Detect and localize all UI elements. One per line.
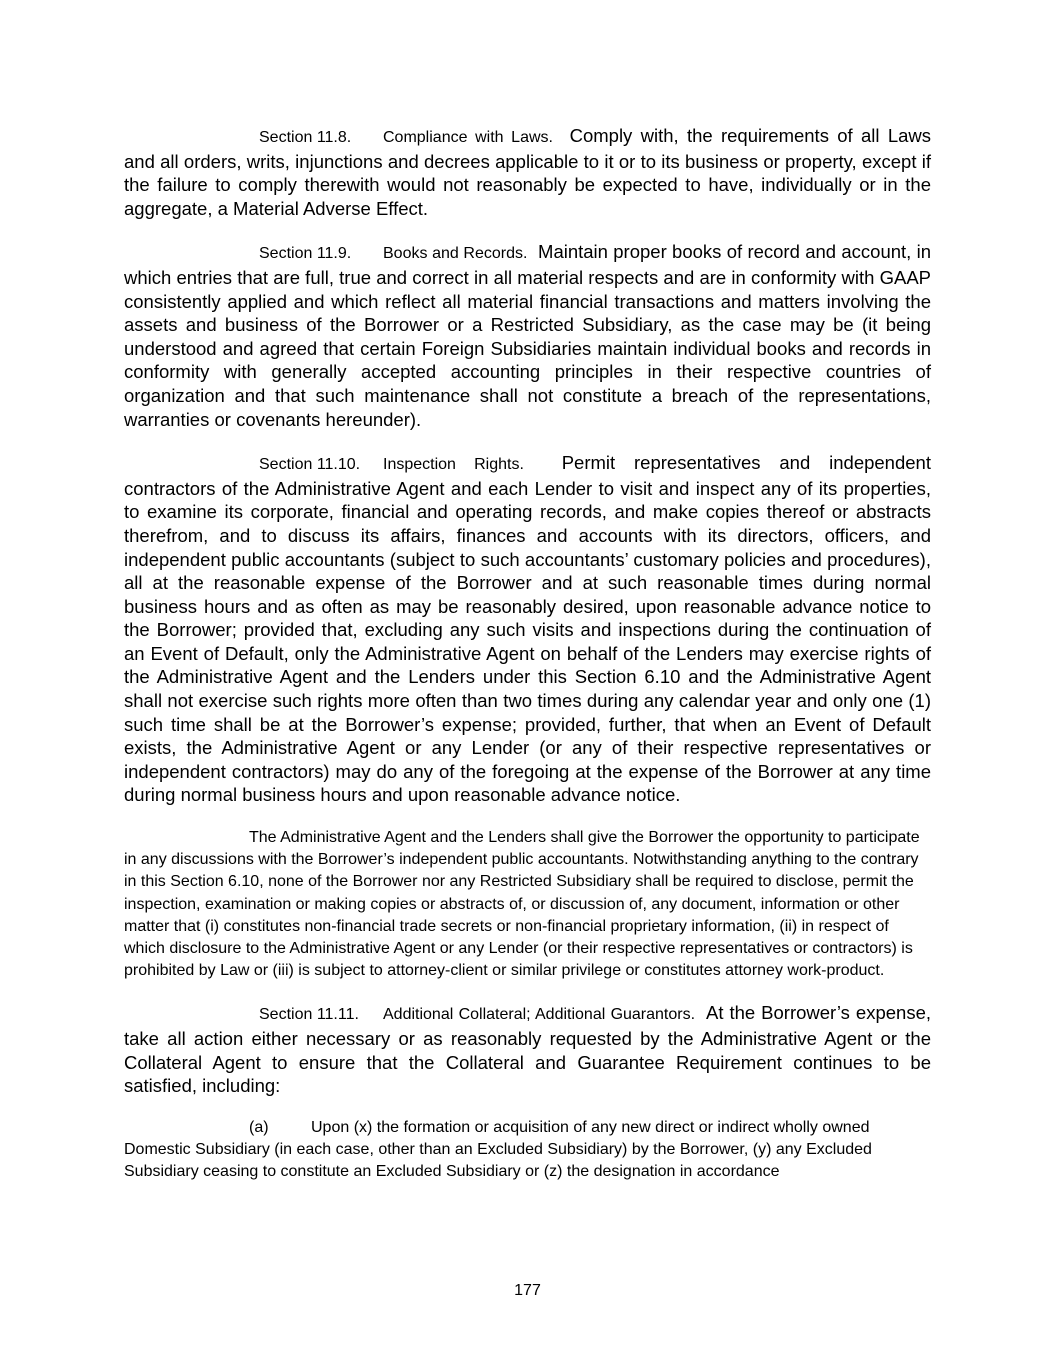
section-11-9 xyxy=(124,240,931,431)
subclause-label: (a) xyxy=(249,1118,269,1136)
section-title: Books and Records. xyxy=(383,245,528,263)
section-body: Permit representatives and independent contractors of the Administrative Agent and each Lender to visit and inspect any of its properties, to examine its corporate, financial and operating records, and make copies thereof or abstracts therefrom, and to discuss its affairs, finances and accounts with its directors, officers, and independent public accountants (subject to such accountants’ customary policies and procedures), all at the reasonable expense of the Borrower and at such reasonable times during normal business hours and as often as may be reasonably desired, upon reasonable advance notice to the Borrower; provided that, excluding any such visits and inspections during the continuation of an Event of Default, only the Administrative Agent on behalf of the Lenders may exercise rights of the Administrative Agent and the Lenders under this Section 6.10 and the Administrative Agent shall not exercise such rights more often than two times during any calendar year and only one (1) such time shall be at the Borrower’s expense; provided, further, that when an Event of Default exists, the Administrative Agent or any Lender (or any of their respective representatives or independent contractors) may do any of the foregoing at the expense of the Borrower at any time during normal business hours and upon reasonable advance notice. xyxy=(124,452,931,806)
section-body: Maintain proper books of record and account, in which entries that are full, true and correct in all material respects and are in conformity with GAAP consistently applied and which reflect all material financial transactions and matters involving the assets and business of the Borrower or a Restricted Subsidiary, as the case may be (it being understood and agreed that certain Foreign Subsidiaries maintain individual books and records in conformity with generally accepted accounting principles in their respective countries of organization and that such maintenance shall not constitute a breach of the representations, warranties or covenants hereunder). xyxy=(124,241,931,430)
section-11-8 xyxy=(124,124,931,220)
section-number: Section 11.9. xyxy=(259,245,352,263)
section-title: Compliance with Laws. xyxy=(383,129,553,146)
section-number: Section 11.8. xyxy=(259,129,352,146)
section-number: Section 11.10. xyxy=(259,456,361,474)
document-page xyxy=(124,124,931,1183)
section-title: Additional Collateral; Additional Guarantors. xyxy=(383,1006,696,1024)
section-11-11 xyxy=(124,1001,931,1097)
section-body: At the Borrower’s expense, take all action either necessary or as reasonably requested by the Administrative Agent or the Collateral Agent to ensure that the Collateral and Guarantee Requirement continues to be satisfied, including: xyxy=(124,1002,931,1097)
inspection-paragraph xyxy=(124,827,931,982)
subclause-text: Upon (x) the formation or acquisition of any new direct or indirect wholly owned Domestic Subsidiary (in each case, other than an Excluded Subsidiary) by the Borrower, (y) any Excluded Subsidiary ceasing to constitute an Excluded Subsidiary or (z) the designation in accordance xyxy=(124,1118,872,1181)
paragraph-text: The Administrative Agent and the Lenders shall give the Borrower the opportunity to participate in any discussions with the Borrower’s independent public accountants. Notwithstanding anything to the contrary in this Section 6.10, none of the Borrower nor any Restricted Subsidiary shall be required to disclose, permit the inspection, examination or making copies or abstracts of, or discussion of, any document, information or other matter that (i) constitutes non-financial trade secrets or non-financial proprietary information, (ii) in respect of which disclosure to the Administrative Agent or any Lender (or their respective representatives or contractors) is prohibited by Law or (iii) is subject to attorney-client or similar privilege or constitutes attorney work-product. xyxy=(124,829,920,980)
section-title: Inspection Rights. xyxy=(383,456,524,474)
page-number: 177 xyxy=(514,1282,541,1299)
section-number: Section 11.11. xyxy=(259,1006,359,1024)
section-11-10 xyxy=(124,451,931,807)
section-body: Comply with, the requirements of all Laws and all orders, writs, injunctions and decrees applicable to it or to its business or property, except if the failure to comply therewith would not reasonably be expected to have, individually or in the aggregate, a Material Adverse Effect. xyxy=(124,125,932,219)
subclause-a xyxy=(124,1117,931,1184)
